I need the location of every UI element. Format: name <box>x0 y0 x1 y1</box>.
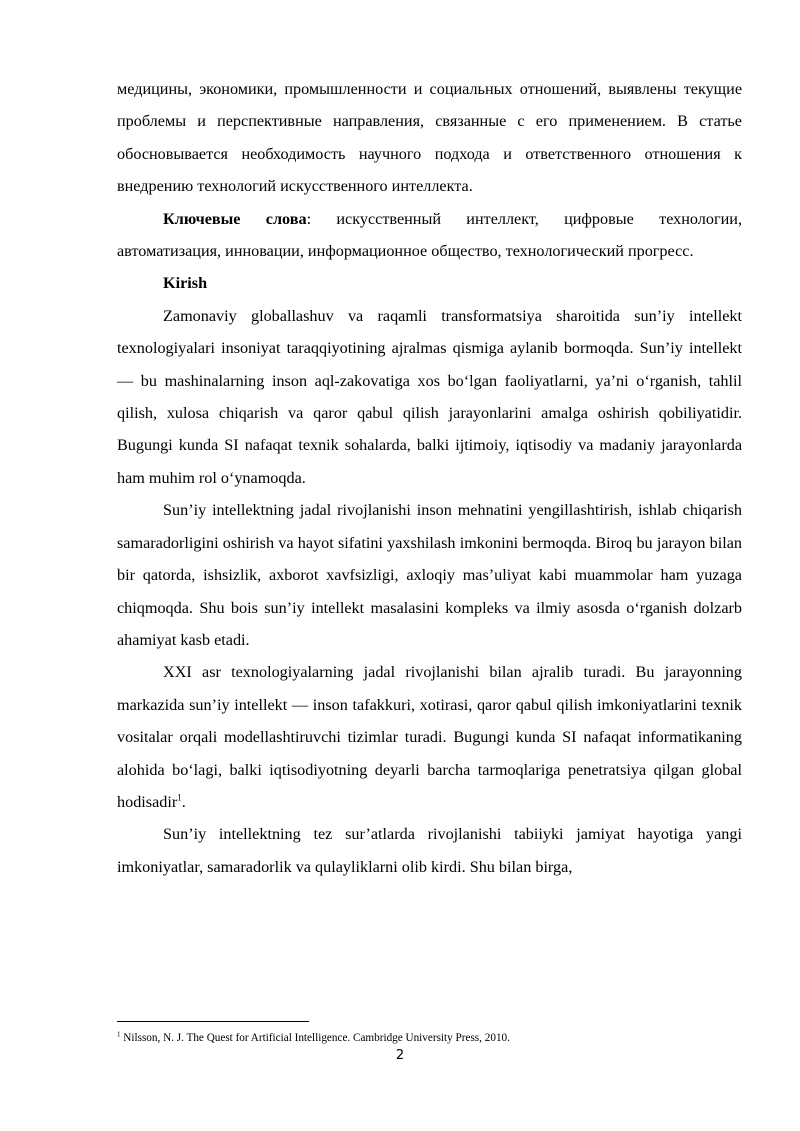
paragraph-3 <box>117 656 742 818</box>
keywords-paragraph <box>117 203 742 268</box>
keywords-label: Ключевые слова <box>163 209 307 228</box>
page-number: 2 <box>395 1048 405 1063</box>
keywords-text: : искусственный интеллект, цифровые технологии, автоматизация, инновации, информационное общество, технологический прогресс. <box>117 209 742 261</box>
footnote-text: Nilsson, N. J. The Quest for Artificial Intelligence. Cambridge University Press, 2010. <box>120 1032 510 1044</box>
paragraph-2: Sun’iy intellektning jadal rivojlanishi inson mehnatini yengillashtirish, ishlab chiqarish samaradorligini oshirish va hayot sifatini yaxshilash imkonini bermoqda. Biroq bu jarayon bilan bir qatorda, ishsizlik, axborot xavfsizligi, axloqiy mas’uliyat kabi muammolar ham yuzaga chiqmoqda. Shu bois sun’iy intellekt masalasini kompleks va ilmiy asosda o‘rganish dolzarb ahamiyat kasb etadi. <box>117 501 742 649</box>
footnote-marker: 1 <box>117 1030 121 1039</box>
footnote <box>117 1031 742 1045</box>
paragraph-3-text: XXI asr texnologiyalarning jadal rivojlanishi bilan ajralib turadi. Bu jarayonning markazida sun’iy intellekt — inson tafakkuri, xotirasi, qaror qabul qilish imkoniyatlarini texnik vositalar orqali modellashtiruvchi tizimlar turadi. Bugungi kunda SI nafaqat informatikaning alohida bo‘lagi, balki iqtisodiyotning deyarli barcha tarmoqlariga penetratsiya qilgan global hodisadir <box>117 663 742 811</box>
abstract-paragraph: медицины, экономики, промышленности и социальных отношений, выявлены текущие проблемы и перспективные направления, связанные с его применением. В статье обосновывается необходимость научного подхода и ответственного отношения к внедрению технологий искусственного интеллекта. <box>117 80 742 196</box>
body-text <box>117 73 742 883</box>
paragraph-4: Sun’iy intellektning tez sur’atlarda rivojlanishi tabiiyki jamiyat hayotiga yangi imkoniyatlar, samaradorlik va qulayliklarni olib kirdi. Shu bilan birga, <box>117 825 742 876</box>
footnote-divider <box>117 1021 309 1022</box>
footnote-reference[interactable]: 1 <box>177 792 182 803</box>
paragraph-1: Zamonaviy globallashuv va raqamli transformatsiya sharoitida sun’iy intellekt texnologiyalari insoniyat taraqqiyotining ajralmas qismiga aylanib bormoqda. Sun’iy intellekt — bu mashinalarning inson aql-zakovatiga xos bo‘lgan faoliyatlarni, ya’ni o‘rganish, tahlil qilish, xulosa chiqarish va qaror qabul qilish jarayonlarini amalga oshirish qobiliyatidir. Bugungi kunda SI nafaqat texnik sohalarda, balki ijtimoiy, iqtisodiy va madaniy jarayonlarda ham muhim rol o‘ynamoqda. <box>117 306 742 487</box>
paragraph-3-end: . <box>181 792 186 811</box>
section-heading: Kirish <box>163 274 208 293</box>
